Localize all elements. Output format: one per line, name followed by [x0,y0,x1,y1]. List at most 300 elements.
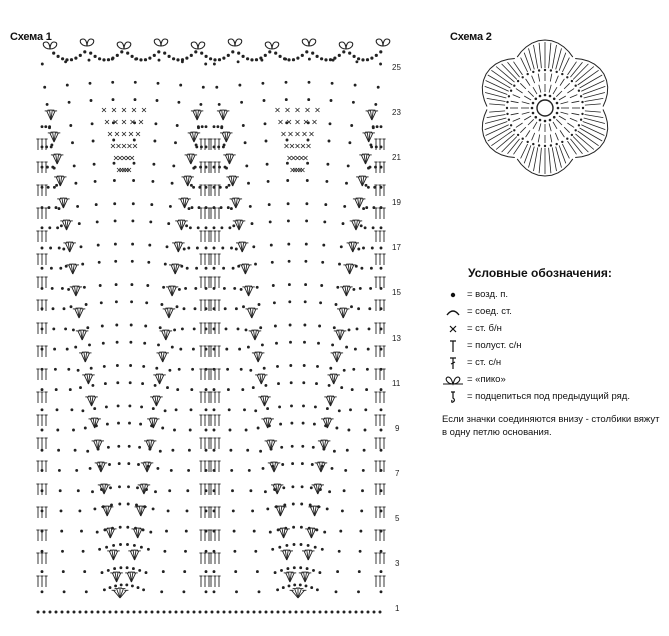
chain-dot [232,51,234,53]
chain-dot [313,423,315,425]
double-crochet-stitch [533,122,537,129]
chain-dot [187,611,189,613]
chain-dot [300,526,302,528]
chain-dot [157,467,159,469]
chain-dot [195,287,197,289]
chain-dot [46,166,48,168]
double-crochet-stitch [528,119,534,125]
chain-dot [582,101,584,103]
chain-dot [578,90,580,92]
chain-dot [247,58,249,60]
chain-dot [145,611,147,613]
chain-dot [112,99,114,101]
chain-dot [310,487,312,489]
chain-dot [83,286,85,288]
chain-dot [132,243,134,245]
chain-dot [53,328,55,330]
chain-dot [84,571,86,573]
chain-dot [121,611,123,613]
chain-dot [197,227,199,229]
chain-dot [553,98,555,100]
chain-dot [247,346,249,348]
chain-dot [538,145,540,147]
chain-dot [301,486,303,488]
chain-dot [119,486,121,488]
double-crochet-stitch [514,62,523,75]
chain-dot [355,611,357,613]
single-crochet-stitch [307,144,311,148]
chain-dot [145,572,147,574]
chain-dot [114,243,116,245]
chain-dot [195,51,197,53]
chain-dot [580,119,582,121]
chain-dot [373,611,375,613]
chain-dot [139,611,141,613]
picot-mark [80,39,94,46]
chain-dot [343,490,345,492]
chain-dot [294,584,296,586]
double-crochet-stitch [567,89,574,93]
chain-dot [53,52,55,54]
chain-dot [241,611,243,613]
chain-dot [213,227,215,229]
chain-dot [141,406,143,408]
chain-dot [143,589,145,591]
chain-dot [358,308,360,310]
chain-dot [177,389,179,391]
chain-dot [51,287,53,289]
chain-dot [232,510,234,512]
chain-dot [119,526,121,528]
single-crochet-stitch [118,156,122,160]
picot-mark [265,42,279,49]
chain-dot [85,611,87,613]
chain-dot [77,490,79,492]
chain-dot [359,550,361,552]
chain-dot [163,611,165,613]
chain-dot [562,73,564,75]
chain-dot [114,568,116,570]
chain-dot [159,450,161,452]
double-crochet-stitch [560,130,564,137]
chain-dot [167,510,169,512]
chain-dot [289,324,291,326]
chain-dot [305,260,307,262]
chain-dot [264,123,266,125]
chain-dot [186,225,188,227]
chain-dot [283,487,285,489]
chain-dot [325,611,327,613]
chain-dot [50,247,52,249]
chain-dot [184,571,186,573]
chain-dot [237,328,239,330]
chain-dot [205,409,207,411]
row-number: 17 [392,243,401,253]
chain-dot [278,383,280,385]
chain-dot [349,611,351,613]
chain-dot [311,587,313,589]
chain-dot [380,227,382,229]
chain-dot [162,571,164,573]
chain-dot [340,246,342,248]
chain-dot [353,368,355,370]
chain-dot [149,244,151,246]
chain-dot [353,288,355,290]
chain-dot [143,365,145,367]
chain-dot [154,140,156,142]
chain-dot [244,409,246,411]
chain-dot [539,95,541,97]
chain-dot [339,263,341,265]
half-double-crochet-icon [442,338,464,354]
chain-dot [174,429,176,431]
center-ring [537,100,553,116]
double-crochet-stitch [526,79,530,86]
single-crochet-stitch [292,156,296,160]
chain-dot [213,409,215,411]
chain-dot [54,368,56,370]
chain-dot [303,382,305,384]
double-crochet-stitch [524,116,531,120]
chain-dot [321,548,323,550]
chain-dot [340,530,342,532]
chain-dot [223,57,225,59]
chain-dot [41,550,43,552]
chain-dot [300,567,302,569]
double-crochet-stitch [516,89,523,93]
chain-dot [234,287,236,289]
chain-dot [319,572,321,574]
chain-dot [194,166,196,168]
chain-dot [323,244,325,246]
chain-dot [337,611,339,613]
chain-dot [130,341,132,343]
chain-dot [119,503,121,505]
chain-dot [578,125,580,127]
chain-dot [211,611,213,613]
chain-dot [161,591,163,593]
double-crochet-stitch [561,112,569,114]
chain-dot [161,304,163,306]
scheme-2-motif [470,38,620,178]
chain-dot [277,589,279,591]
chain-dot [233,530,235,532]
chain-dot [118,445,120,447]
scheme-1-title: Схема 1 [10,31,52,43]
double-crochet-stitch [581,81,604,92]
chain-dot [326,508,328,510]
chain-dot [356,61,358,63]
chain-dot [245,429,247,431]
chain-dot [205,550,207,552]
double-crochet-stitch [520,127,526,133]
chain-dot [236,591,238,593]
chain-dot [111,58,113,60]
chain-dot [314,546,316,548]
chain-dot [77,205,79,207]
chain-dot [128,463,130,465]
chain-dot [281,446,283,448]
chain-dot [74,449,76,451]
chain-dot [550,145,552,147]
chain-dot [50,267,52,269]
chain-dot [52,166,54,168]
chain-dot [41,389,43,391]
chain-dot [97,611,99,613]
double-crochet-stitch [487,115,506,118]
chain-dot [205,611,207,613]
chain-dot [326,180,328,182]
chain-dot [99,285,101,287]
single-crochet-stitch [126,156,130,160]
chain-dot [205,227,207,229]
double-crochet-stitch [539,124,541,132]
chain-dot [365,409,367,411]
single-crochet-stitch [128,144,132,148]
chain-dot [249,205,251,207]
double-crochet-stitch [487,98,506,101]
chain-dot [94,508,96,510]
chain-dot [73,165,75,167]
chain-dot [290,382,292,384]
chain-dot [140,59,142,61]
chain-dot [66,84,68,86]
chain-dot [517,134,519,136]
chain-dot [178,101,180,103]
chain-dot [252,387,254,389]
chain-dot [582,113,584,115]
chain-dot [225,328,227,330]
chain-dot [229,227,231,229]
chain-dot [58,449,60,451]
chain-dot [223,267,225,269]
chain-dot [213,267,215,269]
chain-dot [79,54,81,56]
chain-dot [312,446,314,448]
chain-dot [127,611,129,613]
chain-dot [286,162,288,164]
chain-dot [324,221,326,223]
chain-dot [131,585,133,587]
chain-dot [334,57,336,59]
chain-dot [575,85,577,87]
chain-dot [269,51,271,53]
chain-dot [133,544,135,546]
chain-dot [205,247,207,249]
chain-dot [228,184,230,186]
chain-dot [364,227,366,229]
chain-dot [41,126,43,128]
chain-dot [223,287,225,289]
chain-dot [174,329,176,331]
chain-dot [58,208,60,210]
chain-dot [213,550,215,552]
chain-dot [267,180,269,182]
chain-dot [380,409,382,411]
single-crochet-stitch [285,144,289,148]
chain-dot [112,81,114,83]
chain-dot [109,464,111,466]
chain-dot [517,80,519,82]
single-crochet-stitch [296,132,300,136]
chain-dot [522,77,524,79]
chain-dot [230,208,232,210]
chain-dot [49,227,51,229]
chain-dot [159,327,161,329]
chain-dot [173,58,175,60]
chain-dot [169,611,171,613]
picot-mark [339,42,353,49]
legend-item-half-double [442,337,667,354]
chain-dot [301,54,303,56]
chain-dot [571,80,573,82]
chain-dot [140,546,142,548]
chain-dot [213,389,215,391]
double-crochet-stitch [533,87,537,94]
chain-dot [90,100,92,102]
chain-dot [127,52,129,54]
chain-dot [506,107,508,109]
chain-dot [380,449,382,451]
chain-dot [307,139,309,141]
chain-dot [213,449,215,451]
chain-dot [300,544,302,546]
chain-dot [84,51,86,53]
chain-dot [289,301,291,303]
chain-dot [188,449,190,451]
chain-dot [348,329,350,331]
chain-dot [308,58,310,60]
chain-dot [358,591,360,593]
chain-dot [370,267,372,269]
chain-dot [232,267,234,269]
chain-dot [380,51,382,53]
chain-dot [188,247,190,249]
double-crochet-stitch [511,113,519,115]
chain-dot [358,248,360,250]
chain-dot [272,285,274,287]
chain-dot [567,138,569,140]
chain-dot [533,71,535,73]
chain-dot [144,342,146,344]
chain-dot [248,469,250,471]
double-crochet-stitch [532,76,535,83]
chain-dot [253,530,255,532]
chain-dot [335,591,337,593]
chain-dot [106,423,108,425]
chain-dot [329,123,331,125]
chain-dot [181,265,183,267]
chain-dot [321,285,323,287]
chain-dot [191,389,193,391]
chain-dot [153,163,155,165]
double-crochet-stitch [538,74,540,82]
chain-dot [201,52,203,54]
chain-dot [305,585,307,587]
chain-dot [265,611,267,613]
chain-dot [103,59,105,61]
chain-dot [575,130,577,132]
chain-dot [244,142,246,144]
chain-dot [306,203,308,205]
double-crochet-stitch [489,104,505,105]
chain-dot [348,429,350,431]
chain-dot [312,52,314,54]
chain-dot [132,203,134,205]
chain-dot [380,571,382,573]
single-crochet-stitch [122,144,126,148]
legend-item-chain [442,286,667,303]
chain-dot [49,611,51,613]
chain-dot [235,611,237,613]
double-crochet-stitch [549,43,551,68]
chain-dot [170,469,172,471]
chain-dot [329,491,331,493]
chain-dot [133,611,135,613]
chain-dot [580,96,582,98]
chain-dot [250,490,252,492]
chain-dot [135,58,137,60]
chain-dot [94,55,96,57]
chain-dot [164,410,166,412]
chain-dot [287,203,289,205]
single-crochet-stitch [117,144,121,148]
chain-dot [321,58,323,60]
chain-dot [57,55,59,57]
chain-dot [306,51,308,53]
chain-dot [171,346,173,348]
chain-dot [120,584,122,586]
chain-dot [103,365,105,367]
chain-dot [93,163,95,165]
single-crochet-stitch [306,108,310,112]
chain-dot [289,611,291,613]
chain-dot [126,567,128,569]
chain-dot [131,55,133,57]
chain-dot [345,469,347,471]
chain-dot [363,449,365,451]
double-crochet-stitch [532,133,535,140]
chain-dot [164,263,166,265]
double-crochet-stitch [516,123,523,127]
picot-mark [43,42,57,49]
chain-dot [205,449,207,451]
chain-dot [158,344,160,346]
chain-dot [80,387,82,389]
chain-dot [205,55,207,57]
chain-dot [92,384,94,386]
chain-dot [163,286,165,288]
chain-dot [263,100,265,102]
double-crochet-stitch [539,43,541,68]
single-crochet-stitch [279,120,283,124]
chain-dot [261,344,263,346]
single-crochet-stitch [301,168,305,172]
chain-dot [166,246,168,248]
chain-dot [320,302,322,304]
chain-dot [532,112,534,114]
chain-dot [55,389,57,391]
chain-dot [306,568,308,570]
chain-dot [285,99,287,101]
chain-dot [261,59,263,61]
chain-dot [318,342,320,344]
chain-dot [44,86,46,88]
chain-dot [137,587,139,589]
chain-dot [120,567,122,569]
chain-dot [79,510,81,512]
chain-dot [243,306,245,308]
